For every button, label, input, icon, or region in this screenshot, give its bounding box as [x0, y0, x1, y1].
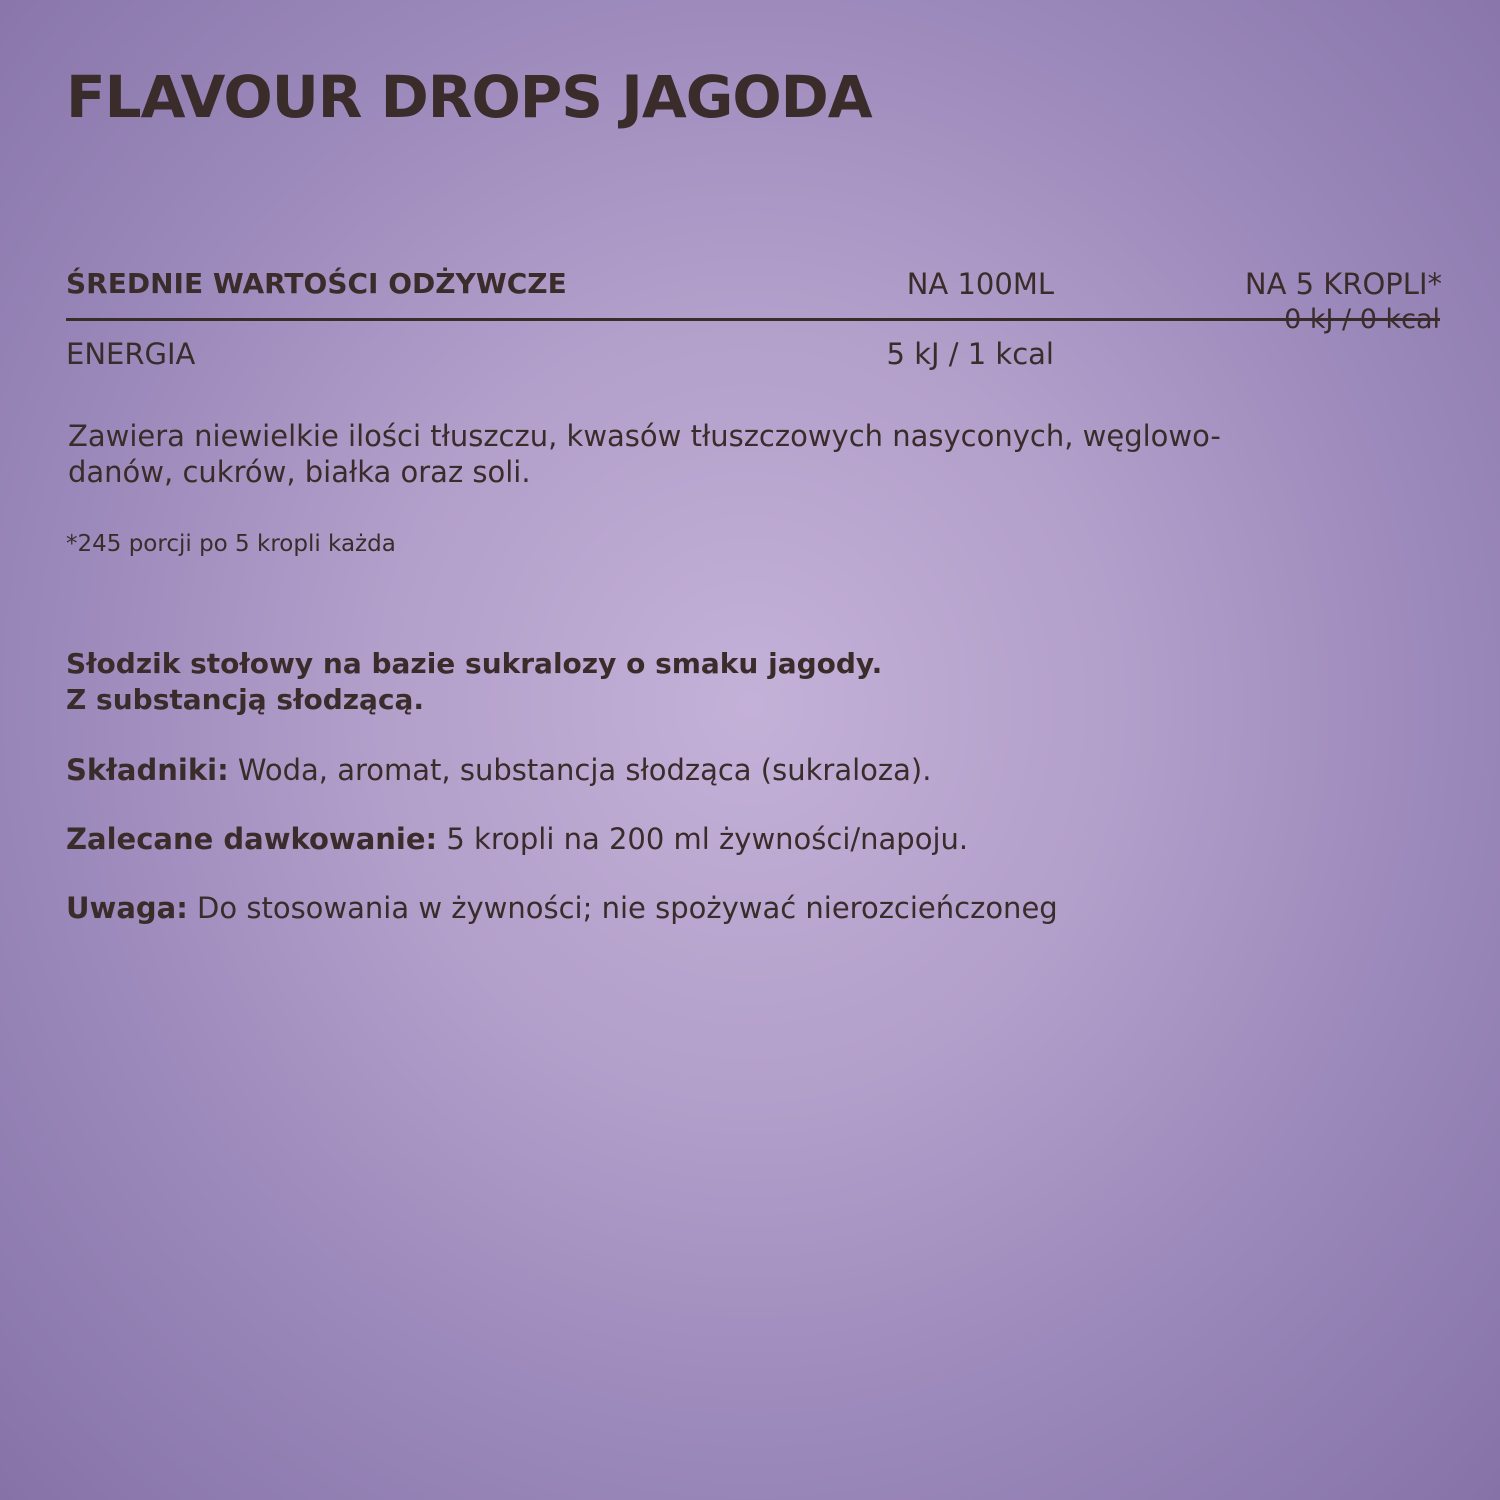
contains-note-line: danów, cukrów, białka oraz soli. [68, 455, 531, 489]
ingredients-line [66, 750, 931, 790]
ingredients-text: Woda, aromat, substancja słodząca (sukraloza). [228, 753, 932, 787]
dosage-label: Zalecane dawkowanie: [66, 822, 438, 856]
warning-line [66, 888, 1058, 928]
product-title: FLAVOUR DROPS JAGODA [66, 63, 872, 131]
description-line: Słodzik stołowy na bazie sukralozy o smaku jagody. [66, 647, 883, 680]
energy-per-100ml: 5 kJ / 1 kcal [886, 337, 1054, 371]
nutrition-header-per-5-drops: NA 5 KROPLI* [1244, 267, 1442, 301]
table-divider [66, 318, 1440, 321]
product-description [66, 646, 882, 718]
contains-note-line: Zawiera niewielkie ilości tłuszczu, kwasów tłuszczowych nasyconych, węglowo- [68, 419, 1221, 453]
dosage-text: 5 kropli na 200 ml żywności/napoju. [437, 822, 969, 856]
warning-label: Uwaga: [66, 891, 188, 925]
warning-text: Do stosowania w żywności; nie spożywać nierozcieńczoneg [187, 891, 1058, 925]
servings-footnote: *245 porcji po 5 kropli każda [66, 531, 396, 557]
contains-note [68, 418, 1358, 490]
nutrition-header-label: ŚREDNIE WARTOŚCI ODŻYWCZE [66, 267, 567, 300]
dosage-line [66, 819, 968, 859]
ingredients-label: Składniki: [66, 753, 229, 787]
per-5-drops-struck-value: 0 kJ / 0 kcal [1284, 304, 1440, 335]
nutrition-header-per-100ml: NA 100ML [906, 267, 1054, 301]
energy-label: ENERGIA [66, 337, 196, 371]
description-line: Z substancją słodzącą. [66, 683, 425, 716]
